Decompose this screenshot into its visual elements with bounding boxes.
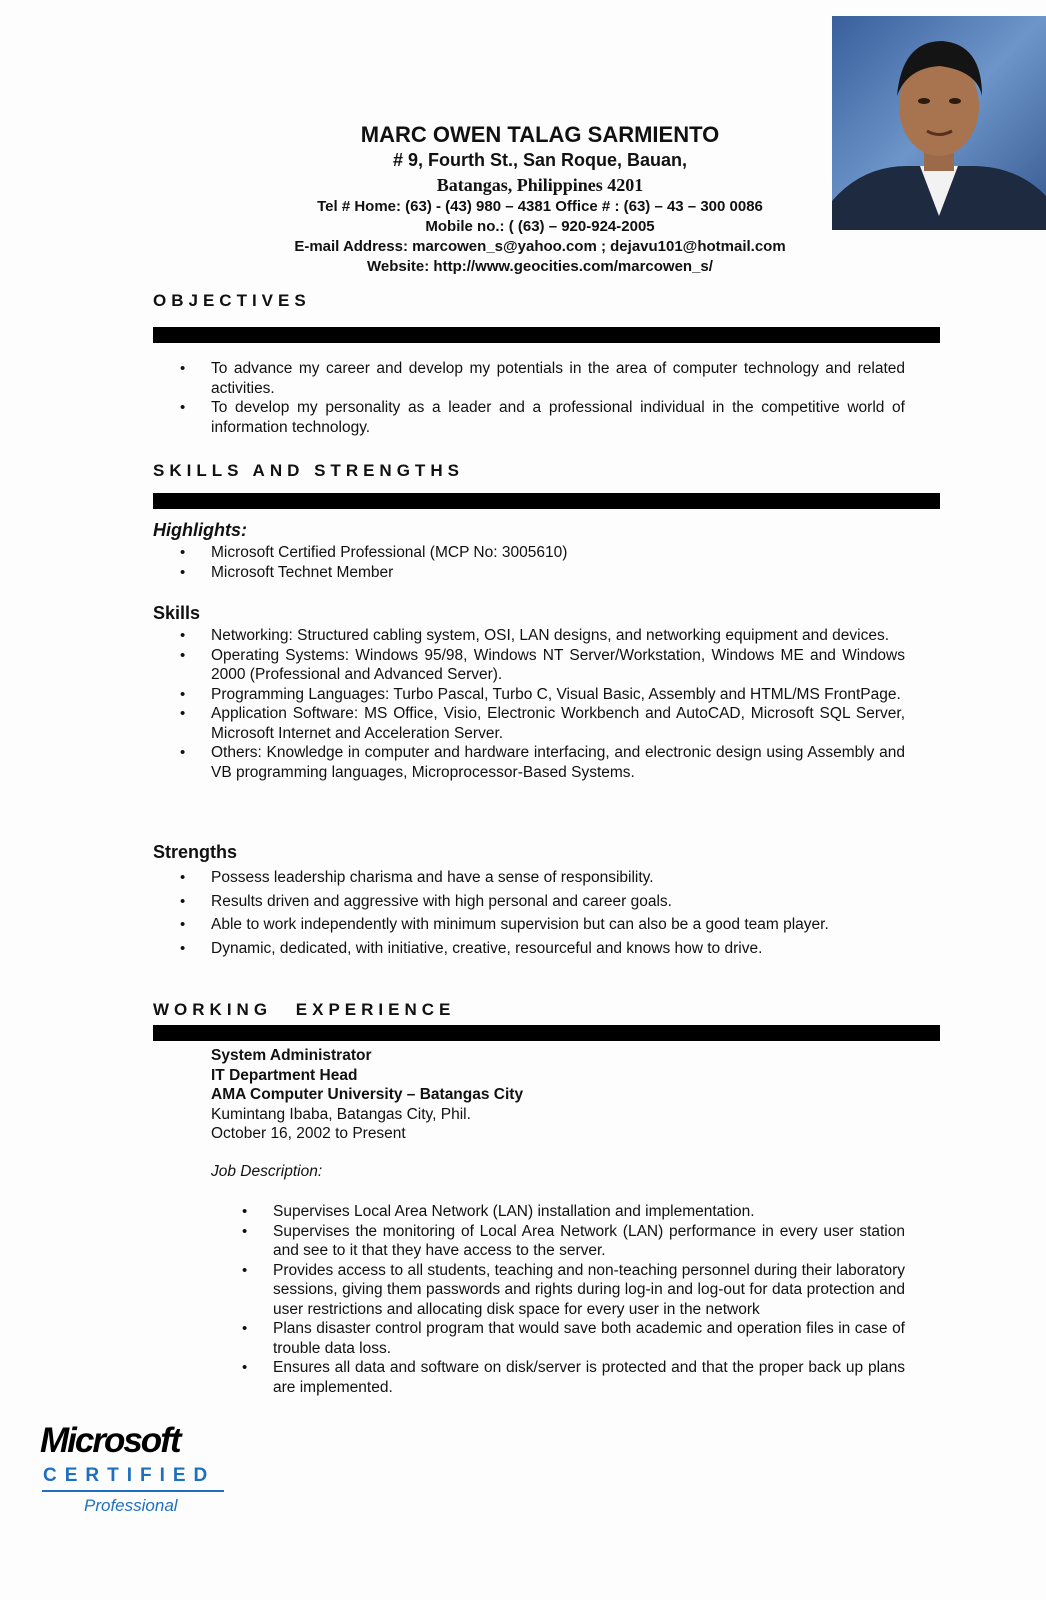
skill-item: • Operating Systems: Windows 95/98, Windows NT Server/Workstation, Windows ME and Windows 2000 (Professional and Advanced Server). bbox=[211, 646, 905, 685]
skill-item: • Application Software: MS Office, Visio, Electronic Workbench and AutoCAD, Microsoft SQL Server, Microsoft Internet and Acceleration Server. bbox=[211, 704, 905, 743]
highlights-list bbox=[211, 543, 905, 582]
logo-rule bbox=[42, 1490, 224, 1492]
website-line: Website: http://www.geocities.com/marcowen_s/ bbox=[367, 258, 713, 275]
objective-item: • To develop my personality as a leader and a professional individual in the competitive world of information technology. bbox=[211, 398, 905, 437]
highlight-item: • Microsoft Technet Member bbox=[211, 563, 905, 583]
resume-name: MARC OWEN TALAG SARMIENTO bbox=[360, 122, 720, 147]
strength-item: • Possess leadership charisma and have a sense of responsibility. bbox=[211, 868, 905, 888]
job-position: System Administrator bbox=[211, 1047, 372, 1064]
duty-item: • Plans disaster control program that would save both academic and operation files in case of trouble data loss. bbox=[273, 1319, 905, 1358]
address-line-2: Batangas, Philippines 4201 bbox=[436, 175, 644, 195]
job-company: AMA Computer University – Batangas City bbox=[211, 1086, 524, 1103]
objectives-list bbox=[211, 359, 905, 437]
job-description-label: Job Description: bbox=[211, 1162, 323, 1180]
strength-item: • Results driven and aggressive with high personal and career goals. bbox=[211, 892, 905, 912]
microsoft-certified-logo bbox=[40, 1422, 240, 1516]
skills-heading: SKILLS AND STRENGTHS bbox=[153, 461, 464, 480]
logo-professional: Professional bbox=[84, 1496, 178, 1515]
highlights-label: Highlights: bbox=[153, 520, 247, 540]
logo-wordmark: Microsoft bbox=[40, 1421, 180, 1460]
objective-item: • To advance my career and develop my potentials in the area of computer technology and related activities. bbox=[211, 359, 905, 398]
telephone-line: Tel # Home: (63) - (43) 980 – 4381 Office # : (63) – 43 – 300 0086 bbox=[317, 198, 763, 215]
skill-item: • Programming Languages: Turbo Pascal, Turbo C, Visual Basic, Assembly and HTML/MS FrontPage. bbox=[211, 685, 905, 705]
address-line-1: # 9, Fourth St., San Roque, Bauan, bbox=[392, 150, 688, 170]
strengths-label: Strengths bbox=[153, 842, 238, 862]
skill-item: • Networking: Structured cabling system, OSI, LAN designs, and networking equipment and devices. bbox=[211, 626, 905, 646]
duties-list bbox=[273, 1202, 905, 1397]
job-department: IT Department Head bbox=[211, 1066, 358, 1084]
job-entry bbox=[211, 1046, 901, 1181]
section-divider bbox=[153, 327, 940, 343]
section-divider bbox=[153, 1025, 940, 1041]
skills-label: Skills bbox=[153, 603, 201, 623]
job-dates: October 16, 2002 to Present bbox=[211, 1125, 406, 1142]
duty-item: • Supervises Local Area Network (LAN) installation and implementation. bbox=[273, 1202, 905, 1222]
highlight-item: • Microsoft Certified Professional (MCP No: 3005610) bbox=[211, 543, 905, 563]
objectives-heading: OBJECTIVES bbox=[153, 291, 311, 310]
mobile-line: Mobile no.: ( (63) – 920-924-2005 bbox=[425, 218, 655, 235]
experience-heading: WORKING EXPERIENCE bbox=[153, 1000, 456, 1019]
section-divider bbox=[153, 493, 940, 509]
duty-item: • Ensures all data and software on disk/server is protected and that the proper back up plans are implemented. bbox=[273, 1358, 905, 1397]
email-line: E-mail Address: marcowen_s@yahoo.com ; dejavu101@hotmail.com bbox=[294, 238, 786, 255]
duty-item: • Provides access to all students, teaching and non-teaching personnel during their laboratory sessions, giving them passwords and rights during log-in and log-out for data protection and user restrictions and allocating disk space for every user in the network bbox=[273, 1261, 905, 1320]
job-location: Kumintang Ibaba, Batangas City, Phil. bbox=[211, 1105, 471, 1123]
profile-photo bbox=[832, 16, 1046, 230]
skills-list bbox=[211, 626, 905, 782]
strength-item: • Able to work independently with minimum supervision but can also be a good team player. bbox=[211, 915, 905, 935]
duty-item: • Supervises the monitoring of Local Area Network (LAN) performance in every user station and see to it that they have access to the server. bbox=[273, 1222, 905, 1261]
skill-item: • Others: Knowledge in computer and hardware interfacing, and electronic design using Assembly and VB programming languages, Microprocessor-Based Systems. bbox=[211, 743, 905, 782]
strengths-list bbox=[211, 868, 905, 958]
portrait-image bbox=[832, 16, 1046, 230]
strength-item: • Dynamic, dedicated, with initiative, creative, resourceful and knows how to drive. bbox=[211, 939, 905, 959]
logo-certified: CERTIFIED bbox=[43, 1465, 216, 1486]
